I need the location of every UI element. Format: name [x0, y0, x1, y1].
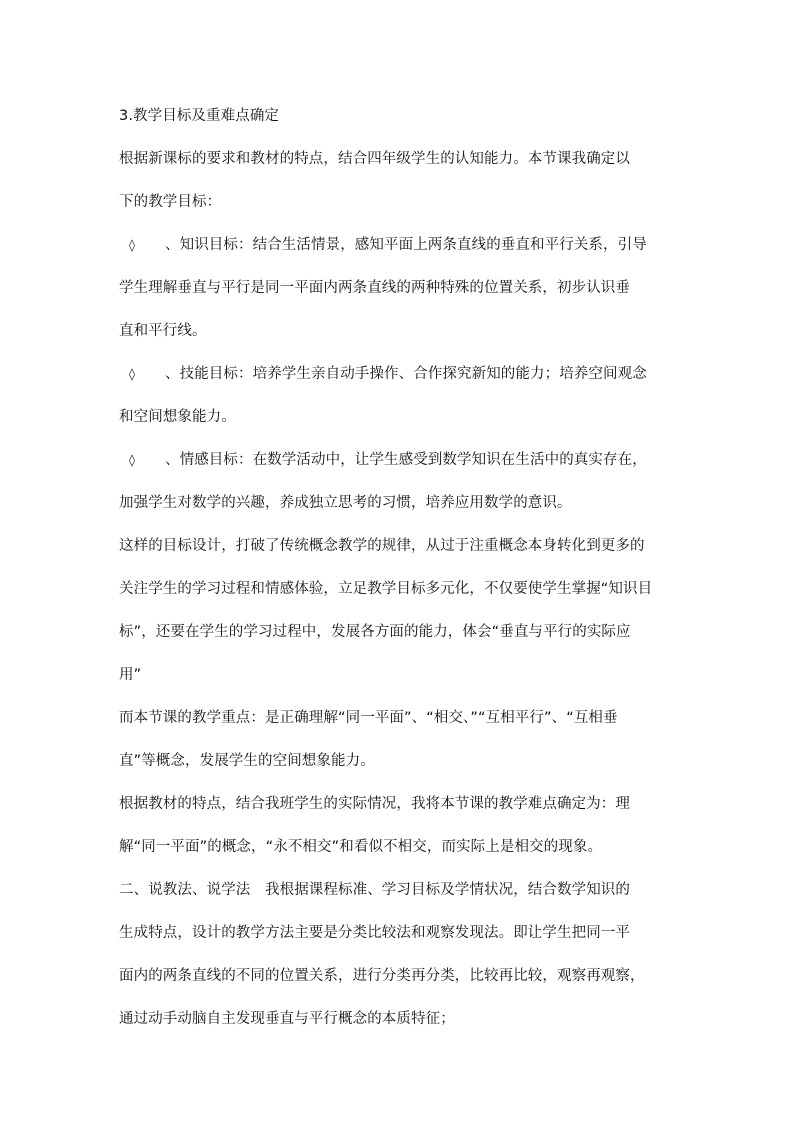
goal-emotion-text: 、情感目标：在数学活动中，让学生感受到数学知识在生活中的真实存在， — [165, 452, 647, 468]
paragraph-line: 和空间想象能力。 — [119, 409, 236, 425]
paragraph-line: 标”，还要在学生的学习过程中，发展各方面的能力，体会“垂直与平行的实际应 — [119, 624, 631, 640]
paragraph-line: 加强学生对数学的兴趣，养成独立思考的习惯，培养应用数学的意识。 — [119, 495, 572, 511]
goal-emotion-line — [119, 450, 647, 470]
paragraph-line: 根据教材的特点，结合我班学生的实际情况，我将本节课的教学难点确定为：理 — [119, 796, 630, 812]
paragraph-line: 下的教学目标： — [119, 194, 222, 210]
goal-knowledge-line — [119, 235, 647, 255]
paragraph-line: 二、说教法、说学法 我根据课程标准、学习目标及学情状况，结合数学知识的 — [119, 882, 630, 898]
paragraph-line: 解“同一平面”的概念，“永不相交”和看似不相交，而实际上是相交的现象。 — [119, 839, 603, 855]
diamond-bullet-icon: ◊ — [129, 453, 136, 467]
paragraph-line: 根据新课标的要求和教材的特点，结合四年级学生的认知能力。本节课我确定以 — [119, 151, 630, 167]
goal-skill-line — [119, 364, 647, 384]
paragraph-line: 而本节课的教学重点：是正确理解“同一平面”、“相交、”“互相平行”、“互相垂 — [119, 710, 618, 726]
paragraph-line: 面内的两条直线的不同的位置关系，进行分类再分类，比较再比较，观察再观察， — [119, 968, 645, 984]
paragraph-line: 用” — [119, 667, 142, 683]
paragraph-line: 通过动手动脑自主发现垂直与平行概念的本质特征； — [119, 1011, 455, 1027]
section-heading: 3.教学目标及重难点确定 — [119, 108, 280, 124]
goal-skill-text: 、技能目标：培养学生亲自动手操作、合作探究新知的能力；培养空间观念 — [165, 366, 647, 382]
diamond-bullet-icon: ◊ — [129, 238, 136, 252]
paragraph-line: 关注学生的学习过程和情感体验，立足教学目标多元化，不仅要使学生掌握“知识目 — [119, 581, 653, 597]
diamond-bullet-icon: ◊ — [129, 367, 136, 381]
paragraph-line: 生成特点，设计的教学方法主要是分类比较法和观察发现法。即让学生把同一平 — [119, 925, 630, 941]
paragraph-line: 直”等概念，发展学生的空间想象能力。 — [119, 753, 375, 769]
paragraph-line: 直和平行线。 — [119, 323, 207, 339]
paragraph-line: 学生理解垂直与平行是同一平面内两条直线的两种特殊的位置关系，初步认识垂 — [119, 280, 630, 296]
goal-knowledge-text: 、知识目标：结合生活情景，感知平面上两条直线的垂直和平行关系，引导 — [165, 237, 647, 253]
paragraph-line: 这样的目标设计，打破了传统概念教学的规律，从过于注重概念本身转化到更多的 — [119, 538, 645, 554]
